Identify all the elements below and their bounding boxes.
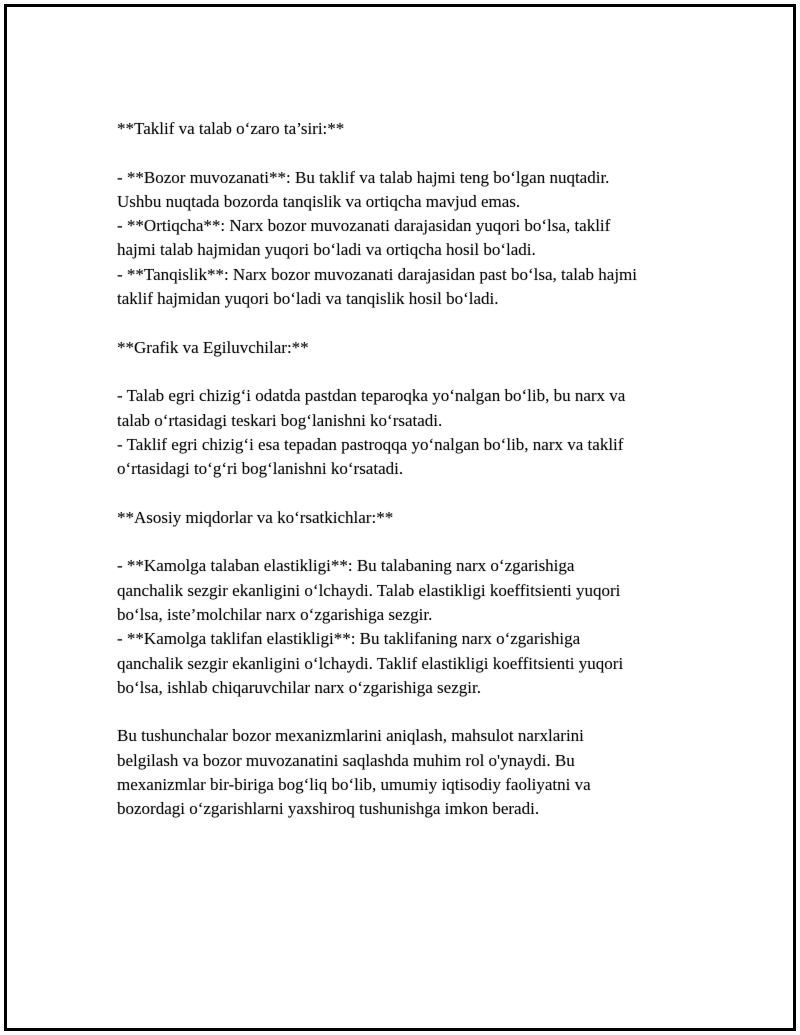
list-item-demand-curve-line-2: talab o‘rtasidagi teskari bog‘lanishni ko‘rsatadi. — [117, 410, 443, 430]
conclusion-line-2: belgilash va bozor muvozanatini saqlashda muhim rol o'ynaydi. Bu — [117, 750, 575, 770]
list-item-supply-curve-line-1: - Taklif egri chizig‘i esa tepadan pastroqqa yo‘nalgan bo‘lib, narx va taklif — [117, 434, 624, 454]
list-item-shortage-line-2: taklif hajmidan yuqori bo‘ladi va tanqislik hosil bo‘ladi. — [117, 289, 499, 309]
list-item-supply-elasticity-line-3: bo‘lsa, ishlab chiqaruvchilar narx o‘zgarishiga sezgir. — [117, 677, 481, 697]
list-item-supply-elasticity-line-1: - **Kamolga taklifan elastikligi**: Bu taklifaning narx o‘zgarishiga — [117, 629, 581, 649]
document-body — [117, 117, 683, 822]
blank-line — [117, 141, 683, 165]
list-item-shortage-line-1: - **Tanqislik**: Narx bozor muvozanati darajasidan past bo‘lsa, talab hajmi — [117, 264, 637, 284]
section-heading-interaction: **Taklif va talab o‘zaro ta’siri:** — [117, 119, 345, 138]
list-item-supply-elasticity-line-2: qanchalik sezgir ekanligini o‘lchaydi. Taklif elastikligi koeffitsienti yuqori — [117, 653, 624, 673]
blank-line — [117, 481, 683, 505]
conclusion-line-1: Bu tushunchalar bozor mexanizmlarini aniqlash, mahsulot narxlarini — [117, 726, 584, 746]
list-item-equilibrium-line-2: Ushbu nuqtada bozorda tanqislik va ortiqcha mavjud emas. — [117, 191, 521, 211]
conclusion-line-4: bozordagi o‘zgarishlarni yaxshiroq tushunishga imkon beradi. — [117, 799, 540, 819]
list-item-demand-elasticity-line-2: qanchalik sezgir ekanligini o‘lchaydi. Talab elastikligi koeffitsienti yuqori — [117, 580, 621, 600]
list-item-equilibrium-line-1: - **Bozor muvozanati**: Bu taklif va talab hajmi teng bo‘lgan nuqtadir. — [117, 167, 610, 187]
list-item-surplus-line-1: - **Ortiqcha**: Narx bozor muvozanati darajasidan yuqori bo‘lsa, taklif — [117, 216, 611, 236]
list-item-surplus-line-2: hajmi talab hajmidan yuqori bo‘ladi va ortiqcha hosil bo‘ladi. — [117, 240, 536, 260]
list-item-demand-elasticity-line-3: bo‘lsa, iste’molchilar narx o‘zgarishiga sezgir. — [117, 604, 433, 624]
section-heading-indicators: **Asosiy miqdorlar va ko‘rsatkichlar:** — [117, 507, 394, 527]
blank-line — [117, 311, 683, 335]
conclusion-line-3: mexanizmlar bir-biriga bog‘liq bo‘lib, umumiy iqtisodiy faoliyatni va — [117, 775, 591, 795]
blank-line — [117, 530, 683, 554]
section-heading-graphs: **Grafik va Egiluvchilar:** — [117, 337, 309, 357]
list-item-supply-curve-line-2: o‘rtasidagi to‘g‘ri bog‘lanishni ko‘rsatadi. — [117, 459, 404, 479]
blank-line — [117, 360, 683, 384]
blank-line — [117, 700, 683, 724]
list-item-demand-elasticity-line-1: - **Kamolga talaban elastikligi**: Bu talabaning narx o‘zgarishiga — [117, 556, 575, 576]
list-item-demand-curve-line-1: - Talab egri chizig‘i odatda pastdan teparoqka yo‘nalgan bo‘lib, bu narx va — [117, 386, 626, 406]
